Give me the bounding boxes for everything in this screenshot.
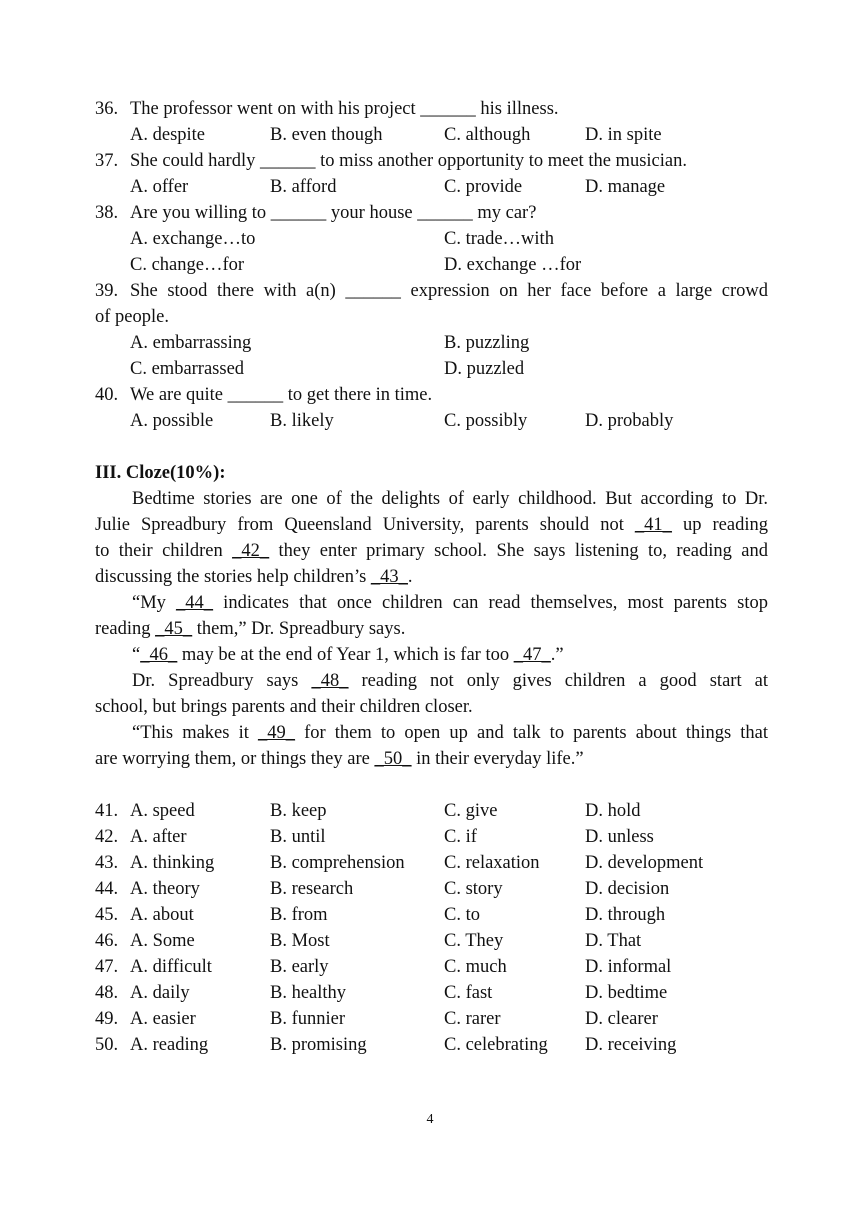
text: reading not only gives children a good start at: [348, 671, 768, 691]
option-a: A. daily: [130, 983, 190, 1003]
option-c: C. rarer: [444, 1009, 501, 1029]
blank-46: _46_: [140, 645, 178, 665]
option-a: A. Some: [130, 931, 195, 951]
passage-line: [95, 512, 768, 538]
option-c: C. change…for: [130, 255, 245, 275]
question-stem: The professor went on with his project ______ his illness.: [130, 99, 559, 119]
question-number: 40.: [95, 385, 119, 405]
text: in their everyday life.”: [411, 749, 584, 769]
option-d: D. clearer: [585, 1009, 658, 1029]
text: .”: [550, 645, 564, 665]
option-d: D. development: [585, 853, 704, 873]
option-a: A. thinking: [130, 853, 215, 873]
option-c: C. They: [444, 931, 504, 951]
question-number: 36.: [95, 99, 119, 119]
option-c: C. celebrating: [444, 1035, 548, 1055]
option-b: B. healthy: [270, 983, 347, 1003]
text: Julie Spreadbury from Queensland University, parents should not: [95, 515, 635, 535]
text: reading: [95, 619, 156, 639]
option-b: B. from: [270, 905, 328, 925]
option-a: A. after: [130, 827, 187, 847]
option-b: B. early: [270, 957, 329, 977]
option-c: C. to: [444, 905, 480, 925]
option-a: A. difficult: [130, 957, 212, 977]
option-d: D. unless: [585, 827, 654, 847]
option-c: C. if: [444, 827, 477, 847]
question-number: 42.: [95, 827, 119, 847]
question-number: 44.: [95, 879, 119, 899]
blank-45: _45_: [155, 619, 193, 639]
text: Dr. Spreadbury says: [132, 671, 312, 691]
option-b: B. Most: [270, 931, 330, 951]
option-d: D. That: [585, 931, 642, 951]
option-b: B. funnier: [270, 1009, 346, 1029]
cloze-passage: [95, 486, 768, 772]
option-d: D. bedtime: [585, 983, 668, 1003]
passage-line: [95, 564, 768, 590]
passage-line: [95, 616, 768, 642]
passage-line: [95, 538, 768, 564]
option-d: D. decision: [585, 879, 670, 899]
question-stem: She stood there with a(n) ______ expression on her face before a large crowd: [130, 281, 768, 301]
blank-47: _47_: [513, 645, 551, 665]
option-d: D. informal: [585, 957, 672, 977]
text: “My: [132, 593, 177, 613]
text: up reading: [671, 515, 768, 535]
blank-42: _42_: [232, 541, 270, 561]
option-b: B. comprehension: [270, 853, 405, 873]
question-number: 50.: [95, 1035, 119, 1055]
passage-line: school, but brings parents and their children closer.: [95, 697, 473, 717]
option-a: A. despite: [130, 125, 206, 145]
question-number: 46.: [95, 931, 119, 951]
question-stem: Are you willing to ______ your house ______ my car?: [130, 203, 537, 223]
option-c: C. provide: [444, 177, 523, 197]
text: “: [132, 645, 141, 665]
option-c: C. relaxation: [444, 853, 540, 873]
page-number: 4: [426, 1112, 434, 1127]
option-b: B. until: [270, 827, 326, 847]
blank-43: _43_: [370, 567, 408, 587]
text: to their children: [95, 541, 233, 561]
option-a: A. reading: [130, 1035, 209, 1055]
question-number: 45.: [95, 905, 119, 925]
option-c: C. embarrassed: [130, 359, 245, 379]
question-number: 37.: [95, 151, 119, 171]
question-number: 47.: [95, 957, 119, 977]
option-d: D. puzzled: [444, 359, 525, 379]
passage-line: [95, 720, 768, 746]
option-a: A. possible: [130, 411, 214, 431]
blank-41: _41_: [634, 515, 672, 535]
option-d: D. manage: [585, 177, 666, 197]
option-b: B. even though: [270, 125, 383, 145]
blank-50: _50_: [374, 749, 412, 769]
option-a: A. about: [130, 905, 194, 925]
option-a: A. speed: [130, 801, 195, 821]
section-heading: III. Cloze(10%):: [95, 463, 226, 483]
option-d: D. exchange …for: [444, 255, 582, 275]
text: they enter primary school. She says listening to, reading and: [269, 541, 769, 561]
option-c: C. although: [444, 125, 531, 145]
blank-48: _48_: [311, 671, 349, 691]
option-c: C. much: [444, 957, 507, 977]
question-number: 49.: [95, 1009, 119, 1029]
passage-line: [95, 590, 768, 616]
question-number: 41.: [95, 801, 119, 821]
text: are worrying them, or things they are: [95, 749, 375, 769]
option-d: D. hold: [585, 801, 641, 821]
question-stem-continued: of people.: [95, 307, 169, 327]
option-d: D. through: [585, 905, 666, 925]
option-a: A. exchange…to: [130, 229, 256, 249]
option-d: D. probably: [585, 411, 674, 431]
text: .: [407, 567, 413, 587]
option-a: A. offer: [130, 177, 189, 197]
text: may be at the end of Year 1, which is far too: [177, 645, 514, 665]
option-b: B. likely: [270, 411, 334, 431]
option-a: A. theory: [130, 879, 200, 899]
option-a: A. embarrassing: [130, 333, 252, 353]
text: discussing the stories help children’s: [95, 567, 371, 587]
blank-44: _44_: [176, 593, 214, 613]
question-number: 39.: [95, 281, 119, 301]
passage-line: [95, 746, 768, 772]
option-c: C. fast: [444, 983, 493, 1003]
passage-line: [95, 642, 768, 668]
option-c: C. possibly: [444, 411, 528, 431]
blank-49: _49_: [257, 723, 295, 743]
option-c: C. give: [444, 801, 498, 821]
option-b: B. puzzling: [444, 333, 530, 353]
option-b: B. promising: [270, 1035, 367, 1055]
text: “This makes it: [132, 723, 258, 743]
text: indicates that once children can read themselves, most parents stop: [213, 593, 768, 613]
option-c: C. trade…with: [444, 229, 554, 249]
option-d: D. in spite: [585, 125, 662, 145]
text: them,” Dr. Spreadbury says.: [192, 619, 406, 639]
question-number: 43.: [95, 853, 119, 873]
passage-line: [95, 668, 768, 694]
option-d: D. receiving: [585, 1035, 677, 1055]
option-b: B. research: [270, 879, 354, 899]
question-stem: She could hardly ______ to miss another opportunity to meet the musician.: [130, 151, 687, 171]
option-b: B. keep: [270, 801, 327, 821]
option-a: A. easier: [130, 1009, 196, 1029]
question-number: 48.: [95, 983, 119, 1003]
option-b: B. afford: [270, 177, 337, 197]
question-stem: We are quite ______ to get there in time.: [130, 385, 433, 405]
option-c: C. story: [444, 879, 503, 899]
text: for them to open up and talk to parents about things that: [294, 723, 768, 743]
passage-line: Bedtime stories are one of the delights of early childhood. But according to Dr.: [132, 489, 768, 509]
question-number: 38.: [95, 203, 119, 223]
